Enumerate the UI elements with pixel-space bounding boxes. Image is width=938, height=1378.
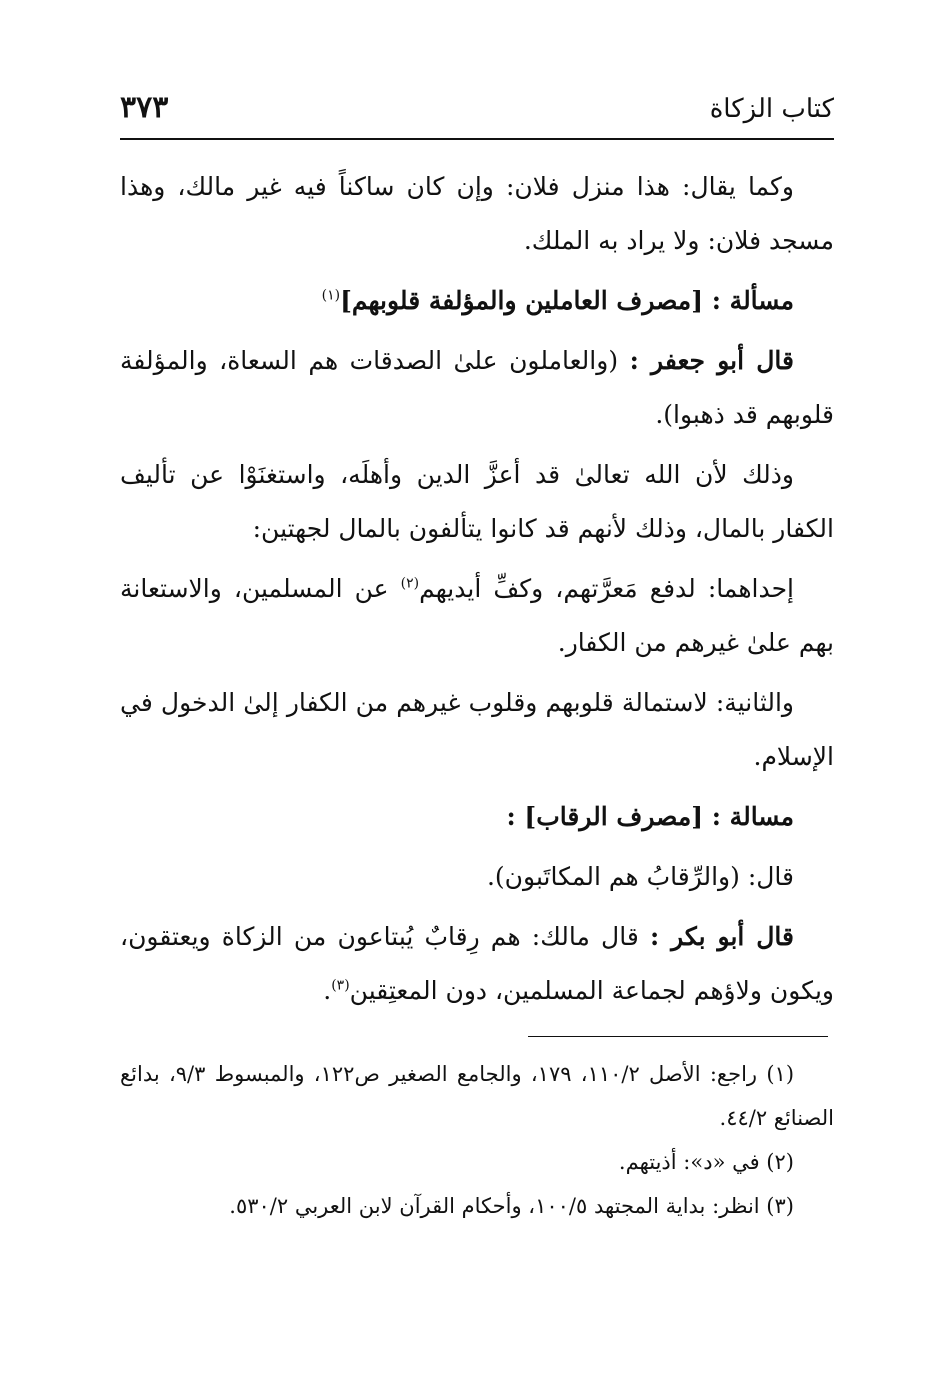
footnote-ref-2: (٢) xyxy=(400,575,420,592)
paragraph-4 xyxy=(120,562,834,670)
heading-slaves xyxy=(120,790,834,844)
paragraph-2 xyxy=(120,334,834,442)
paragraph-3: وذلك لأن الله تعالىٰ قد أعزَّ الدين وأهلَه، واستغنَوْا عن تأليف الكفار بالمال، وذلك لأنهم قد كانوا يتألفون بالمال لجهتين: xyxy=(120,460,834,543)
speaker-label: قال أبو جعفر : xyxy=(629,346,794,375)
running-title: كتاب الزكاة xyxy=(709,94,834,124)
paragraph-4-part-b: عن المسلمين، والاستعانة بهم علىٰ غيرهم من الكفار. xyxy=(120,574,834,657)
page-number: ٣٧٣ xyxy=(120,90,169,125)
heading-workers-and-hearts xyxy=(120,274,834,328)
page-header xyxy=(120,88,834,140)
footnote-3: (٣) انظر: بداية المجتهد ١٠٠/٥، وأحكام القرآن لابن العربي ٥٣٠/٢. xyxy=(229,1194,794,1218)
speaker-label: قال أبو بكر : xyxy=(649,922,794,951)
paragraph-1: وكما يقال: هذا منزل فلان: وإن كان ساكناً فيه غير مالك، وهذا مسجد فلان: ولا يراد به الملك. xyxy=(120,172,834,255)
paragraph-4-part-a: إحداهما: لدفع مَعرَّتهم، وكفِّ أيديهم xyxy=(419,574,794,603)
paragraph-2-text: (والعاملون علىٰ الصدقات هم السعاة، والمؤلفة قلوبهم قد ذهبوا). xyxy=(120,346,834,429)
heading-text: مسألة : [مصرف العاملين والمؤلفة قلوبهم] xyxy=(340,286,794,315)
footnote-divider xyxy=(528,1036,828,1037)
paragraph-5: والثانية: لاستمالة قلوبهم وقلوب غيرهم من الكفار إلىٰ الدخول في الإسلام. xyxy=(120,688,834,771)
paragraph-7-text: قال مالك: هم رِقابٌ يُبتاعون من الزكاة ويعتقون، ويكون ولاؤهم لجماعة المسلمين، دون المعتِقين xyxy=(120,922,834,1005)
footnote-ref-3: (٣) xyxy=(331,977,350,994)
heading-text: مسالة : [مصرف الرقاب] : xyxy=(506,802,794,831)
paragraph-7 xyxy=(120,910,834,1018)
paragraph-6: قال: (والرِّقابُ هم المكاتَبون). xyxy=(486,862,794,891)
footnote-2: (٢) في «د»: أذيتهم. xyxy=(618,1150,794,1174)
footnote-1: (١) راجع: الأصل ١١٠/٢، ١٧٩، والجامع الصغير ص١٢٢، والمبسوط ٩/٣، بدائع الصنائع ٤٤/٢. xyxy=(120,1062,834,1130)
footnotes xyxy=(120,1052,834,1228)
main-text xyxy=(120,160,834,1024)
footnote-ref-1: (١) xyxy=(321,287,341,304)
paragraph-7-end: . xyxy=(323,976,332,1005)
